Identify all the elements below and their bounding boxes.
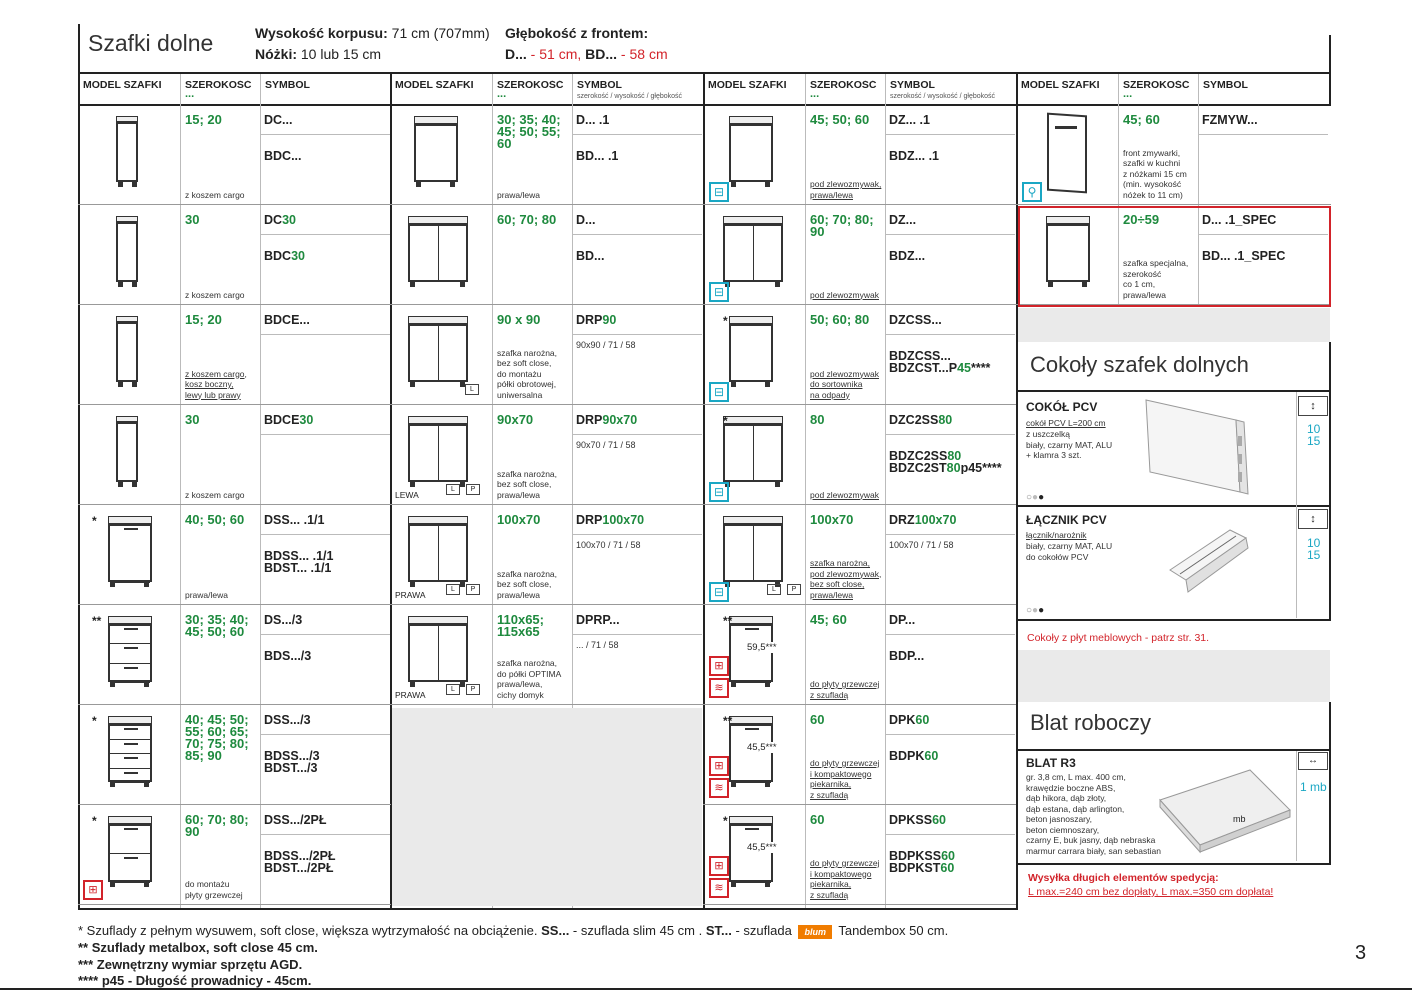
row-note: do płyty grzewczej i kompaktowego piekarnika, z szufladą	[810, 858, 880, 900]
sink-icon: ⊟	[709, 382, 729, 402]
cabinet-image	[404, 210, 474, 296]
symbol-primary: DS.../3	[264, 614, 303, 626]
symbol-primary: D... .1_SPEC	[1202, 214, 1277, 226]
header-width: SZEROKOŚĆ ...	[810, 80, 877, 97]
row-divider	[703, 304, 1016, 305]
symbol-secondary: BDC...	[264, 150, 302, 162]
row-note: prawa/lewa	[185, 590, 228, 600]
row-divider	[78, 604, 391, 605]
star-marker: *	[92, 714, 97, 728]
width-value: 30; 35; 40; 45; 50; 55; 60	[497, 114, 561, 150]
row-subdivider	[885, 334, 1015, 335]
empty-area	[392, 708, 702, 906]
width-value: 20÷59	[1123, 214, 1160, 226]
header-width: SZEROKOŚĆ ...	[497, 80, 564, 97]
worktop-title: Blat roboczy	[1030, 710, 1152, 735]
color-dots: ○●●	[1026, 605, 1045, 616]
row-subdivider	[885, 234, 1015, 235]
cabinet-image	[719, 210, 789, 296]
row-divider	[390, 204, 703, 205]
blum-logo: blum	[798, 925, 832, 939]
cabinet-image	[98, 810, 168, 896]
connector-heights: 10 15	[1307, 536, 1321, 562]
row-note: szafka narożna, pod zlewozmywak, bez soft close, prawa/lewa	[810, 558, 882, 600]
width-value: 80	[810, 414, 825, 426]
row-note: front zmywarki, szafki w kuchni z nóżkami 15 cm (min. wysokość nóżek to 11 cm)	[1123, 147, 1187, 200]
star-marker: *	[723, 314, 728, 328]
width-value: 30; 35; 40; 45; 50; 60	[185, 614, 249, 638]
connector-name: ŁĄCZNIK PCV	[1026, 513, 1107, 527]
row-divider	[390, 404, 703, 405]
col-divider	[260, 74, 261, 908]
row-divider	[390, 704, 703, 705]
star-marker: *	[723, 814, 728, 828]
sink-icon: ⊟	[709, 482, 729, 502]
row-note: szafka specjalna, szerokość co 1 cm, prawa/lewa	[1123, 258, 1189, 300]
row-divider	[703, 804, 1016, 805]
row-note: z koszem cargo, kosz boczny, lewy lub prawy	[185, 368, 247, 400]
row-note: z koszem cargo	[185, 290, 245, 300]
row-divider	[78, 204, 391, 205]
color-dots: ○●●	[1026, 492, 1045, 503]
right-icon: P	[466, 584, 480, 595]
left-icon: L	[446, 684, 460, 695]
symbol-secondary: BDPKSS60 BDPKST60	[889, 850, 955, 874]
row-subdivider	[572, 234, 702, 235]
row-note: szafka narożna, bez soft close, prawa/lewa	[497, 468, 558, 500]
header-symbol: SYMBOL szerokość / wysokość / głębokość	[577, 80, 683, 100]
plinths-note: Cokoły z płyt meblowych - patrz str. 31.	[1027, 632, 1210, 644]
row-note: z koszem cargo	[185, 490, 245, 500]
width-value: 60; 70; 80; 90	[185, 814, 249, 838]
plinth-name: COKÓŁ PCV	[1026, 400, 1098, 414]
row-subdivider	[885, 834, 1015, 835]
symbol-primary: DPKSS60	[889, 814, 946, 826]
row-subdivider	[260, 134, 390, 135]
symbol-secondary: BD... .1_SPEC	[1202, 250, 1286, 262]
row-divider	[703, 204, 1016, 205]
cabinet-image	[98, 310, 168, 396]
row-divider	[703, 404, 1016, 405]
width-value: 15; 20	[185, 114, 222, 126]
row-subdivider	[572, 134, 702, 135]
size-value: 90x90 / 71 / 58	[576, 340, 636, 350]
connector-line1: łącznik/narożnik	[1026, 530, 1087, 540]
symbol-primary: DZCSS...	[889, 314, 942, 326]
plinth-image	[1140, 396, 1250, 496]
row-subdivider	[572, 534, 702, 535]
worktop-desc: gr. 3,8 cm, L max. 400 cm, krawędzie boczne ABS, dąb hikora, dąb złoty, dąb estana, dąb arlington, beton jasnoszary, beton ciemnoszary, czarny E, buk jasny, dąb nebraska marmur carrara biały, san sebastian	[1026, 772, 1161, 856]
size-value: 90x70 / 71 / 58	[576, 440, 636, 450]
row-subdivider	[260, 534, 390, 535]
row-divider	[78, 404, 391, 405]
width-value: 50; 60; 80	[810, 314, 870, 326]
row-subdivider	[260, 334, 390, 335]
depth-info: D... - 51 cm, BD... - 58 cm	[505, 46, 668, 62]
row-note: do płyty grzewczej z szufladą	[810, 679, 880, 700]
row-divider	[390, 504, 703, 505]
row-note: do płyty grzewczej i kompaktowego piekarnika, z szufladą	[810, 758, 880, 800]
row-divider	[78, 704, 391, 705]
plinth-heights: 10 15	[1307, 422, 1321, 448]
width-value: 45; 60	[810, 614, 847, 626]
height-icon: ↕	[1298, 509, 1328, 529]
height-icon: ↕	[1298, 396, 1328, 416]
cabinet-image	[404, 310, 474, 396]
star-marker: *	[92, 814, 97, 828]
cabinet-image	[98, 710, 168, 796]
row-note: do montażu płyty grzewczej	[185, 879, 243, 900]
header-model: MODEL SZAFKI	[395, 80, 474, 91]
cabinet-image	[404, 610, 474, 696]
cabinet-image	[719, 110, 789, 196]
footnote-3: *** Zewnętrzny wymiar sprzętu AGD.	[78, 957, 303, 972]
header-model: MODEL SZAFKI	[708, 80, 787, 91]
symbol-primary: BDCE30	[264, 414, 314, 426]
symbol-secondary: BDP...	[889, 650, 925, 662]
worktop-unit: 1 mb	[1300, 780, 1327, 794]
symbol-primary: DSS... .1/1	[264, 514, 325, 526]
row-note: prawa/lewa	[497, 189, 540, 200]
legs-info: Nóżki: 10 lub 15 cm	[255, 46, 382, 62]
height-info: Wysokość korpusu: 71 cm (707mm)	[255, 25, 490, 41]
cabinet-image	[98, 510, 168, 596]
symbol-primary: FZMYW...	[1202, 114, 1258, 126]
width-value: 90x70	[497, 414, 534, 426]
row-divider	[78, 804, 391, 805]
row-note: pod zlewozmywak	[810, 489, 879, 500]
right-icon: P	[787, 584, 801, 595]
symbol-secondary: BDPK60	[889, 750, 939, 762]
row-subdivider	[885, 534, 1015, 535]
row-divider	[1016, 204, 1331, 205]
symbol-secondary: BDSS... .1/1 BDST... .1/1	[264, 550, 334, 574]
star-marker: *	[92, 514, 97, 528]
width-value: 110x65; 115x65	[497, 614, 544, 638]
symbol-primary: DZC2SS80	[889, 414, 953, 426]
width-value: 90 x 90	[497, 314, 541, 326]
symbol-secondary: BDS.../3	[264, 650, 312, 662]
symbol-primary: DZ...	[889, 214, 917, 226]
side-label: PRAWA	[395, 590, 426, 600]
hob-icon: ⊞	[709, 856, 729, 876]
cabinet-image	[719, 810, 789, 896]
hob-icon: ⊞	[83, 880, 103, 900]
cabinet-image	[98, 110, 168, 196]
cabinet-image	[98, 210, 168, 296]
shipping-text: L max.=240 cm bez dopłaty, L max.=350 cm dopłata!	[1028, 886, 1274, 898]
star-marker: **	[723, 714, 733, 728]
row-subdivider	[572, 334, 702, 335]
worktop-image	[1155, 765, 1295, 860]
appliance-dim: 59,5***	[747, 642, 777, 653]
side-label: LEWA	[395, 490, 419, 500]
hob-icon: ⊞	[709, 656, 729, 676]
symbol-primary: DP...	[889, 614, 916, 626]
oven-icon: ≋	[709, 678, 729, 698]
width-value: 30	[185, 414, 200, 426]
row-subdivider	[572, 634, 702, 635]
width-value: 100x70	[810, 514, 854, 526]
row-note: z koszem cargo	[185, 190, 245, 200]
width-value: 15; 20	[185, 314, 222, 326]
size-value: 100x70 / 71 / 58	[889, 540, 954, 550]
symbol-primary: DRP90x70	[576, 414, 638, 426]
appliance-dim: 45,5***	[747, 742, 777, 753]
symbol-primary: D...	[576, 214, 596, 226]
worktop-mb-label: mb	[1233, 814, 1246, 824]
row-subdivider	[260, 834, 390, 835]
footnote-1: * Szuflady z pełnym wysuwem, soft close, większa wytrzymałość na obciążenie. SS... - szuflada slim 45 cm . ST... - szuflada blum Tandembox 50 cm.	[78, 923, 949, 938]
star-marker: *	[723, 414, 728, 428]
page-title: Szafki dolne	[88, 30, 214, 56]
symbol-primary: BDCE...	[264, 314, 310, 326]
star-marker: **	[92, 614, 102, 628]
row-note: pod zlewozmywak	[810, 289, 879, 300]
width-value: 60; 70; 80	[497, 214, 557, 226]
cabinet-image	[404, 110, 474, 196]
header-symbol: SYMBOL	[265, 80, 310, 91]
right-icon: P	[466, 684, 480, 695]
width-value: 45; 50; 60	[810, 114, 870, 126]
row-note: szafka narożna, bez soft close, prawa/lewa	[497, 568, 558, 600]
symbol-primary: DSS.../2PŁ	[264, 814, 327, 826]
row-subdivider	[572, 434, 702, 435]
symbol-secondary: BDZ...	[889, 250, 926, 262]
symbol-primary: DRP100x70	[576, 514, 645, 526]
plinth-line1: cokół PCV L=200 cm	[1026, 418, 1106, 428]
row-divider	[703, 504, 1016, 505]
size-value: 100x70 / 71 / 58	[576, 540, 641, 550]
row-note: pod zlewozmywak, prawa/lewa	[810, 179, 882, 200]
star-marker: **	[723, 614, 733, 628]
header-symbol: SYMBOL szerokość / wysokość / głębokość	[890, 80, 996, 100]
shipping-title: Wysyłka długich elementów spedycją:	[1028, 872, 1219, 884]
symbol-primary: DSS.../3	[264, 714, 311, 726]
oven-icon: ≋	[709, 778, 729, 798]
page-number: 3	[1355, 942, 1367, 964]
col-divider	[805, 74, 806, 908]
cabinet-image	[98, 410, 168, 496]
row-divider	[390, 304, 703, 305]
sink-icon: ⊟	[709, 282, 729, 302]
row-divider	[703, 704, 1016, 705]
symbol-primary: DC...	[264, 114, 293, 126]
side-label: PRAWA	[395, 690, 426, 700]
worktop-name: BLAT R3	[1026, 756, 1076, 770]
row-subdivider	[885, 634, 1015, 635]
width-value: 30	[185, 214, 200, 226]
cabinet-image	[719, 310, 789, 396]
col-divider	[180, 74, 181, 908]
row-divider	[703, 604, 1016, 605]
cabinet-image	[404, 510, 474, 596]
row-note: pod zlewozmywak do sortownika na odpady	[810, 368, 879, 400]
connector-desc: biały, czarny MAT, ALU do cokołów PCV	[1026, 541, 1113, 562]
header-symbol: SYMBOL	[1203, 80, 1248, 91]
oven-icon: ≋	[709, 878, 729, 898]
header-width: SZEROKOŚĆ ...	[1123, 80, 1190, 97]
row-subdivider	[260, 234, 390, 235]
left-icon: L	[446, 484, 460, 495]
appliance-dim: 45,5***	[747, 842, 777, 853]
left-icon: L	[446, 584, 460, 595]
width-value: 60	[810, 714, 825, 726]
row-divider	[703, 904, 1016, 905]
symbol-secondary: BDC30	[264, 250, 305, 262]
size-value: ... / 71 / 58	[576, 640, 619, 650]
width-value: 100x70	[497, 514, 541, 526]
row-subdivider	[260, 734, 390, 735]
symbol-primary: DRP90	[576, 314, 617, 326]
symbol-primary: DC30	[264, 214, 296, 226]
footnote-2: ** Szuflady metalbox, soft close 45 cm.	[78, 940, 318, 955]
symbol-primary: DPRP...	[576, 614, 620, 626]
header-model: MODEL SZAFKI	[1021, 80, 1100, 91]
length-icon: ↔	[1298, 752, 1328, 770]
symbol-secondary: BDZC2SS80 BDZC2ST80p45****	[889, 450, 1002, 474]
row-divider	[78, 304, 391, 305]
dishwasher-front-image	[1043, 112, 1093, 198]
header-width: SZEROKOŚĆ ...	[185, 80, 252, 97]
depth-label: Głębokość z frontem:	[505, 25, 649, 41]
row-divider	[78, 504, 391, 505]
symbol-primary: DRZ100x70	[889, 514, 957, 526]
cabinet-image	[404, 410, 474, 496]
dishwasher-icon: ⚲	[1022, 182, 1042, 202]
width-value: 60; 70; 80; 90	[810, 214, 874, 238]
footnote-4: **** p45 - Długość prowadnicy - 45cm.	[78, 973, 312, 988]
symbol-primary: D... .1	[576, 114, 610, 126]
row-note: szafka narożna, bez soft close, do montażu półki obrotowej, uniwersalna	[497, 347, 558, 400]
row-subdivider	[260, 634, 390, 635]
plinth-desc: z uszczelką biały, czarny MAT, ALU + klamra 3 szt.	[1026, 429, 1113, 460]
symbol-secondary: BDZ... .1	[889, 150, 940, 162]
width-value: 60	[810, 814, 825, 826]
row-divider	[390, 604, 703, 605]
left-icon: L	[465, 384, 479, 395]
symbol-secondary: BDZCSS... BDZCST...P45****	[889, 350, 991, 374]
hob-icon: ⊞	[709, 756, 729, 776]
right-icon: P	[466, 484, 480, 495]
symbol-secondary: BD... .1	[576, 150, 619, 162]
symbol-primary: DPK60	[889, 714, 930, 726]
width-value: 40; 50; 60	[185, 514, 245, 526]
cabinet-image	[98, 610, 168, 696]
row-subdivider	[885, 734, 1015, 735]
sink-icon: ⊟	[709, 182, 729, 202]
left-icon: L	[767, 584, 781, 595]
row-subdivider	[260, 434, 390, 435]
cabinet-image	[719, 410, 789, 496]
header-model: MODEL SZAFKI	[83, 80, 162, 91]
row-subdivider	[885, 434, 1015, 435]
row-divider	[78, 904, 391, 905]
row-note: szafka narożna, do półki OPTIMA prawa/lewa, cichy domyk	[497, 658, 562, 700]
symbol-primary: DZ... .1	[889, 114, 930, 126]
symbol-secondary: BDSS.../3 BDST.../3	[264, 750, 320, 774]
width-value: 45; 60	[1123, 114, 1160, 126]
row-subdivider	[885, 134, 1015, 135]
row-subdivider	[1198, 134, 1328, 135]
symbol-secondary: BD...	[576, 250, 605, 262]
connector-image	[1160, 520, 1260, 600]
plinths-title: Cokoły szafek dolnych	[1030, 352, 1249, 377]
width-value: 40; 45; 50; 55; 60; 65; 70; 75; 80; 85; 90	[185, 714, 249, 762]
symbol-secondary: BDSS.../2PŁ BDST.../2PŁ	[264, 850, 336, 874]
sink-icon: ⊟	[709, 582, 729, 602]
